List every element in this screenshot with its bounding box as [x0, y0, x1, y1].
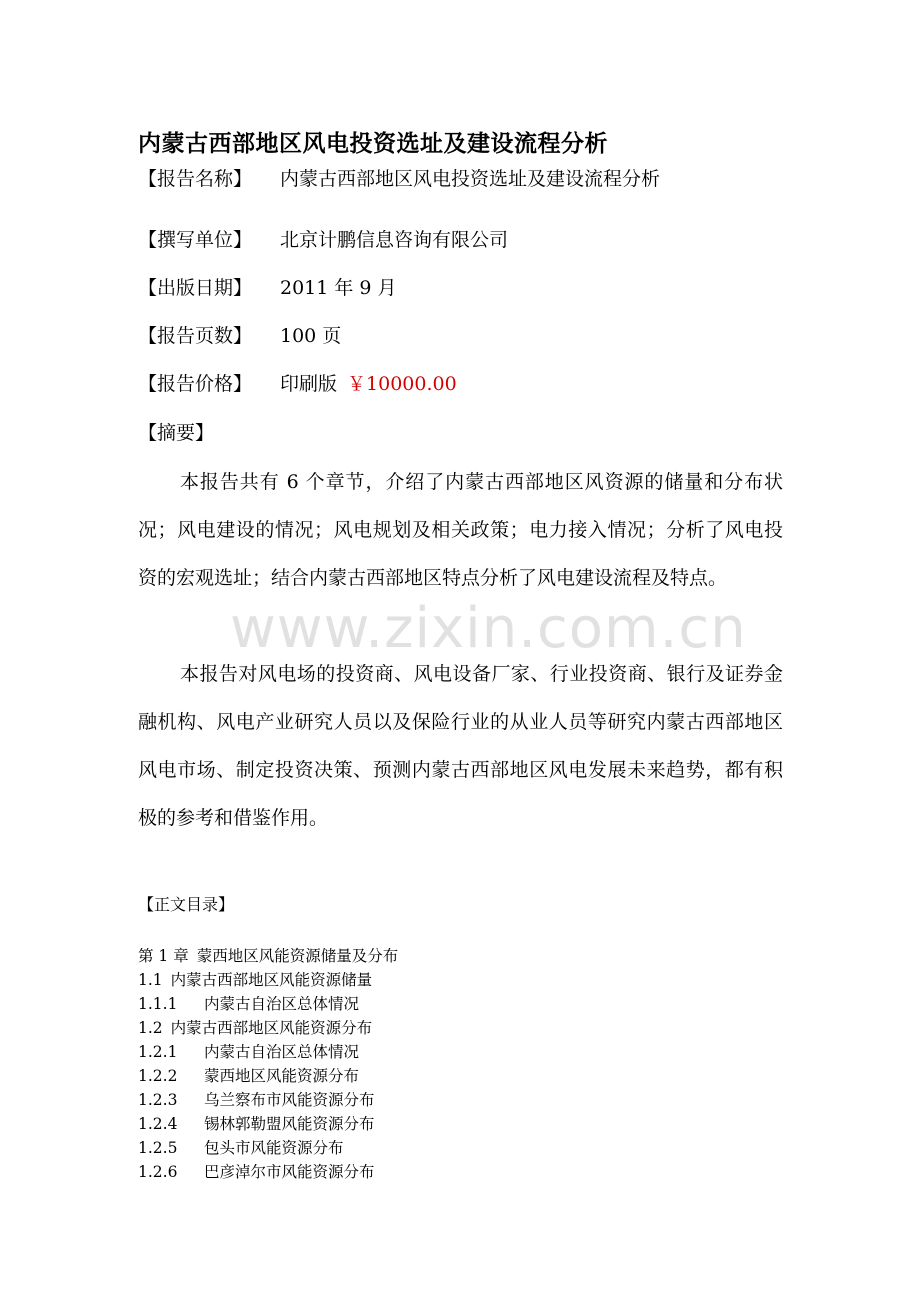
toc-item[interactable]	[138, 1088, 398, 1112]
abstract-paragraph-2: 本报告对风电场的投资商、风电设备厂家、行业投资商、银行及证券金融机构、风电产业研究人员以及保险行业的从业人员等研究内蒙古西部地区风电市场、制定投资决策、预测内蒙古西部地区风电发展未来趋势，都有积极的参考和借鉴作用。	[138, 663, 783, 829]
toc-text: 乌兰察布市风能资源分布	[204, 1091, 375, 1109]
toc-number: 1.2.5	[138, 1139, 178, 1157]
toc-text: 内蒙古西部地区风能资源储量	[170, 971, 373, 989]
toc-number: 1.2.1	[138, 1043, 178, 1061]
document-title: 内蒙古西部地区风电投资选址及建设流程分析	[138, 131, 608, 157]
toc-number: 1.1.1	[138, 995, 178, 1013]
toc-item[interactable]	[138, 992, 398, 1016]
meta-key: 【报告页数】	[138, 325, 253, 347]
toc-text: 蒙西地区风能资源分布	[204, 1067, 360, 1085]
toc-number: 1.2.4	[138, 1115, 178, 1133]
toc-number: 1.2.6	[138, 1163, 178, 1181]
toc-item[interactable]	[138, 1136, 398, 1160]
toc-text: 锡林郭勒盟风能资源分布	[204, 1115, 375, 1133]
watermark: www.zixin.com.cn	[230, 596, 747, 661]
meta-row-price	[138, 369, 457, 399]
toc-label: 【正文目录】	[138, 895, 235, 914]
meta-row-publish-date	[138, 273, 397, 303]
abstract-label: 【摘要】	[138, 422, 215, 444]
toc-number: 1.1	[138, 971, 163, 989]
meta-value: 2011 年 9 月	[280, 277, 397, 299]
meta-value: 100 页	[280, 325, 342, 347]
meta-value: 北京计鹏信息咨询有限公司	[280, 229, 509, 251]
table-of-contents	[138, 944, 398, 1184]
meta-row-author	[138, 225, 508, 255]
toc-number: 1.2.2	[138, 1067, 178, 1085]
price-value: ￥10000.00	[347, 373, 457, 395]
meta-key: 【撰写单位】	[138, 229, 253, 251]
meta-key: 【出版日期】	[138, 277, 253, 299]
toc-item[interactable]	[138, 1064, 398, 1088]
toc-text: 内蒙古自治区总体情况	[204, 1043, 360, 1061]
toc-text: 内蒙古西部地区风能资源分布	[170, 1019, 373, 1037]
toc-item[interactable]	[138, 944, 398, 968]
toc-item[interactable]	[138, 968, 398, 992]
meta-key: 【报告名称】	[138, 168, 253, 190]
toc-item[interactable]	[138, 1160, 398, 1184]
toc-text: 巴彦淖尔市风能资源分布	[204, 1163, 375, 1181]
toc-item[interactable]	[138, 1016, 398, 1040]
toc-number: 1.2	[138, 1019, 163, 1037]
meta-key: 【报告价格】	[138, 373, 253, 395]
meta-row-report-name	[138, 164, 660, 194]
toc-item[interactable]	[138, 1112, 398, 1136]
meta-row-page-count	[138, 321, 341, 351]
toc-item[interactable]	[138, 1040, 398, 1064]
toc-number: 1.2.3	[138, 1091, 178, 1109]
abstract-paragraph-1: 本报告共有 6 个章节，介绍了内蒙古西部地区风资源的储量和分布状况；风电建设的情况；风电规划及相关政策；电力接入情况；分析了风电投资的宏观选址；结合内蒙古西部地区特点分析了风电建设流程及特点。	[138, 471, 783, 589]
toc-text: 包头市风能资源分布	[204, 1139, 344, 1157]
meta-value: 印刷版	[280, 373, 338, 395]
toc-number: 第 1 章	[138, 947, 189, 965]
toc-text: 蒙西地区风能资源储量及分布	[196, 947, 399, 965]
meta-value: 内蒙古西部地区风电投资选址及建设流程分析	[280, 168, 661, 190]
toc-text: 内蒙古自治区总体情况	[204, 995, 360, 1013]
